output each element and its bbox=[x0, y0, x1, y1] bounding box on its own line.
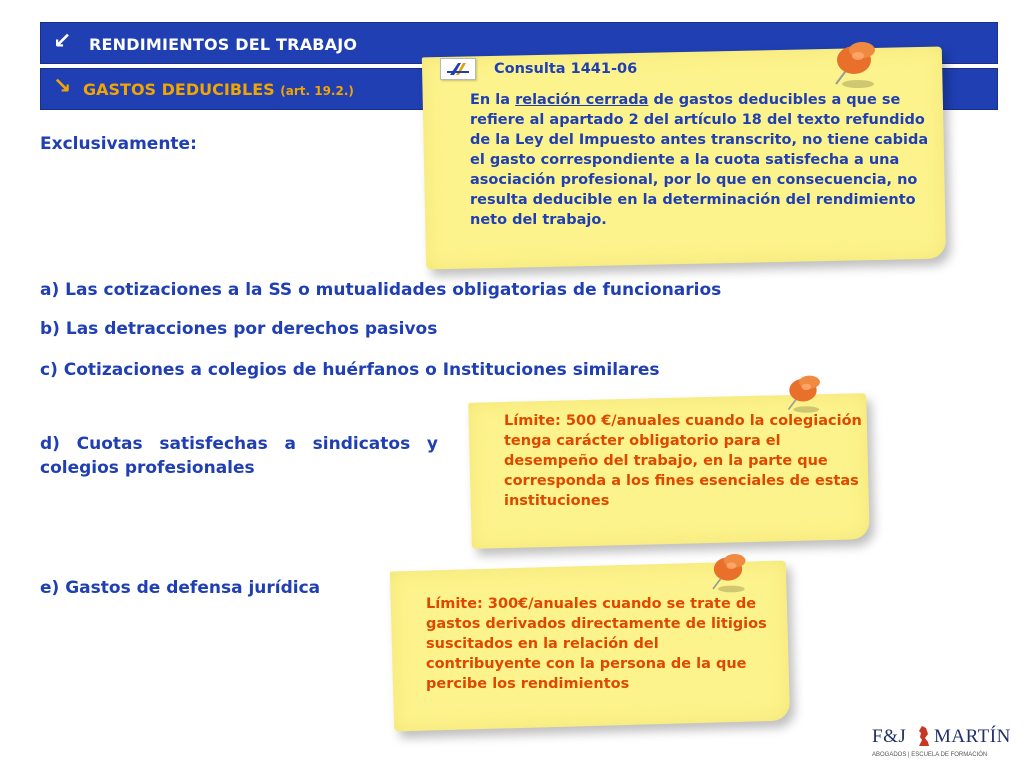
consulta-text bbox=[470, 90, 940, 230]
arrow-down-right-icon: ↘ bbox=[53, 74, 72, 99]
item-c: c) Cotizaciones a colegios de huérfanos o Instituciones similares bbox=[40, 360, 660, 380]
chess-knight-icon bbox=[916, 724, 932, 748]
pushpin-icon bbox=[818, 38, 890, 94]
company-name-left: F&J bbox=[872, 726, 907, 747]
intro-text: Exclusivamente: bbox=[40, 134, 197, 154]
company-name-right: MARTÍN bbox=[934, 726, 1011, 747]
subsection-title bbox=[83, 80, 354, 99]
consulta-text-underlined: relación cerrada bbox=[515, 92, 649, 108]
pushpin-icon bbox=[698, 550, 758, 598]
aeat-logo-icon bbox=[440, 58, 476, 80]
limite-defensa-text: Límite: 300€/anuales cuando se trate de gastos derivados directamente de litigios suscitados en la relación del contribuyente con la persona de la que percibe los rendimientos bbox=[426, 596, 767, 692]
pushpin-icon bbox=[774, 372, 832, 418]
subsection-title-text: GASTOS DEDUCIBLES bbox=[83, 80, 275, 99]
arrow-down-left-icon: ↙ bbox=[53, 29, 72, 54]
item-e: e) Gastos de defensa jurídica bbox=[40, 578, 321, 598]
section-title: RENDIMIENTOS DEL TRABAJO bbox=[89, 35, 358, 54]
item-d: d) Cuotas satisfechas a sindicatos y colegios profesionales bbox=[40, 434, 438, 478]
consulta-title: Consulta 1441-06 bbox=[494, 61, 638, 77]
item-a: a) Las cotizaciones a la SS o mutualidades obligatorias de funcionarios bbox=[40, 280, 722, 300]
company-logo bbox=[866, 722, 1016, 764]
item-b: b) Las detracciones por derechos pasivos bbox=[40, 319, 438, 339]
company-tagline: ABOGADOS | ESCUELA DE FORMACIÓN bbox=[872, 752, 988, 758]
consulta-text-before: En la bbox=[470, 92, 516, 108]
limite-colegios-text: Límite: 500 €/anuales cuando la colegiación tenga carácter obligatorio para el desempeño del trabajo, en la parte que corresponda a los fines esenciales de estas instituciones bbox=[504, 413, 862, 509]
subsection-ref: (art. 19.2.) bbox=[280, 84, 354, 98]
consulta-text-after: de gastos deducibles a que se refiere al apartado 2 del artículo 18 del texto refundido de la Ley del Impuesto antes transcrito, no tiene cabida el gasto correspondiente a la cuota satisfecha a una asociación profesional, por lo que en consecuencia, no resulta deducible en la determinación del rendimiento neto del trabajo. bbox=[470, 92, 929, 228]
